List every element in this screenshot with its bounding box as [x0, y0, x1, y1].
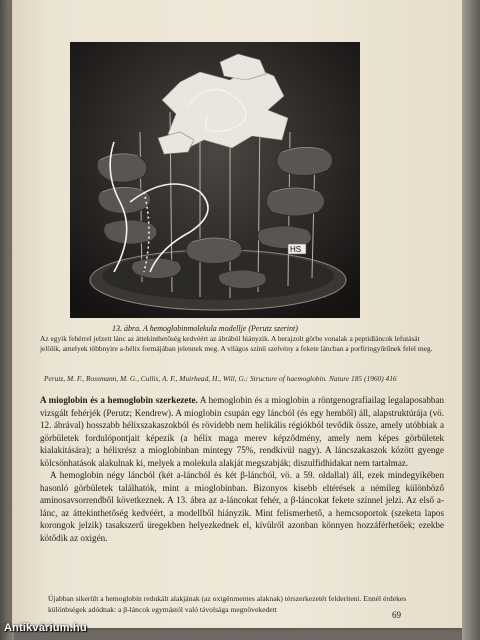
- hs-label: HS: [290, 245, 302, 254]
- figure-reference: Perutz, M. F., Rossmann, M. G., Cullis, A. F., Muirhead, H., Will, G.: Structure of haemoglobin. Nature 185 (1960) 416: [44, 374, 397, 383]
- paragraph-1: [40, 394, 444, 469]
- book-page-edge: [462, 0, 480, 640]
- page-number: 69: [392, 610, 401, 620]
- book-page: [12, 0, 464, 628]
- watermark: Antikvárium.hu: [4, 622, 87, 634]
- paragraph-1-text: A hemoglobin és a mioglobin a röntgenografiailag legalaposabban vizsgált fehérjék (Perutz; Kendrew). A mioglobin csupán egy láncból (és egy hemből) áll, alapstruktúrája (vö. 12. ábrával) hosszabb hélixszakaszokból és rövidebb nem helikális régiókból tevődik össze, amely utóbbiak a görbületek fordulópontjait képezik (a hélix maga merev képződmény, amely nem képes görbületek kialakítására); a hélixrész a mioglobinban mintegy 75%, rendkívül nagy). A láncszakaszok között gyenge kölcsönhatások alakulnak ki, melyek a molekula alakját megszabják; diszulfidhidakat nem tartalmaz.: [40, 395, 444, 468]
- small-print-note: Újabban sikerült a hemoglobin redukált alakjának (az oxigénmentes alaknak) térszerkezetét felderíteni. Ennél érdekes különbségek adódnak: a β-láncok egymástól való távolsága megnövekedett: [48, 594, 407, 614]
- figure-caption-title: 13. ábra. A hemoglobinmolekula modellje (Perutz szerint): [112, 324, 298, 333]
- figure-caption-text: Az egyik fehérrel jelzett lánc az áttekinthetőség kedvéért az ábrából hiányzik. A berajzolt görbe vonalak a peptidláncok lefutását jelölik, amelyek többnyire a-hélix formájában jelennek meg. A világos színű szelvény a fekete láncban a porfiringyűrűnek felel meg.: [40, 334, 433, 354]
- main-body-text: [40, 394, 444, 544]
- hemoglobin-model-photo: [70, 42, 360, 318]
- paragraph-2: A hemoglobin négy láncból (két a-láncból és két β-láncból, vö. a 59. oldallal) áll, ezek mindegyikében hasonló görbületek találhatók, mint a mioglobinban. Bizonyos kisebb eltérések a némileg különböző aminosavsorrendből következnek. A 13. ábra az a-láncokat fehér, a β-láncokat fekete színnel jelzi. Az első a-lánc, az áttekinthetőség kedvéért, a modellből hiányzik. Mint felismerhető, a hemcsoportok (szeketa lapos korongok jelzik) tasakszerű üregekben helyezkednek el, kívülről azonban könnyen hozzáférhetőek; ezekbe kötődik az oxigén.: [40, 470, 444, 543]
- hemoglobin-model-illustration: [70, 42, 360, 318]
- section-lead-heading: A mioglobin és a hemoglobin szerkezete.: [40, 395, 198, 405]
